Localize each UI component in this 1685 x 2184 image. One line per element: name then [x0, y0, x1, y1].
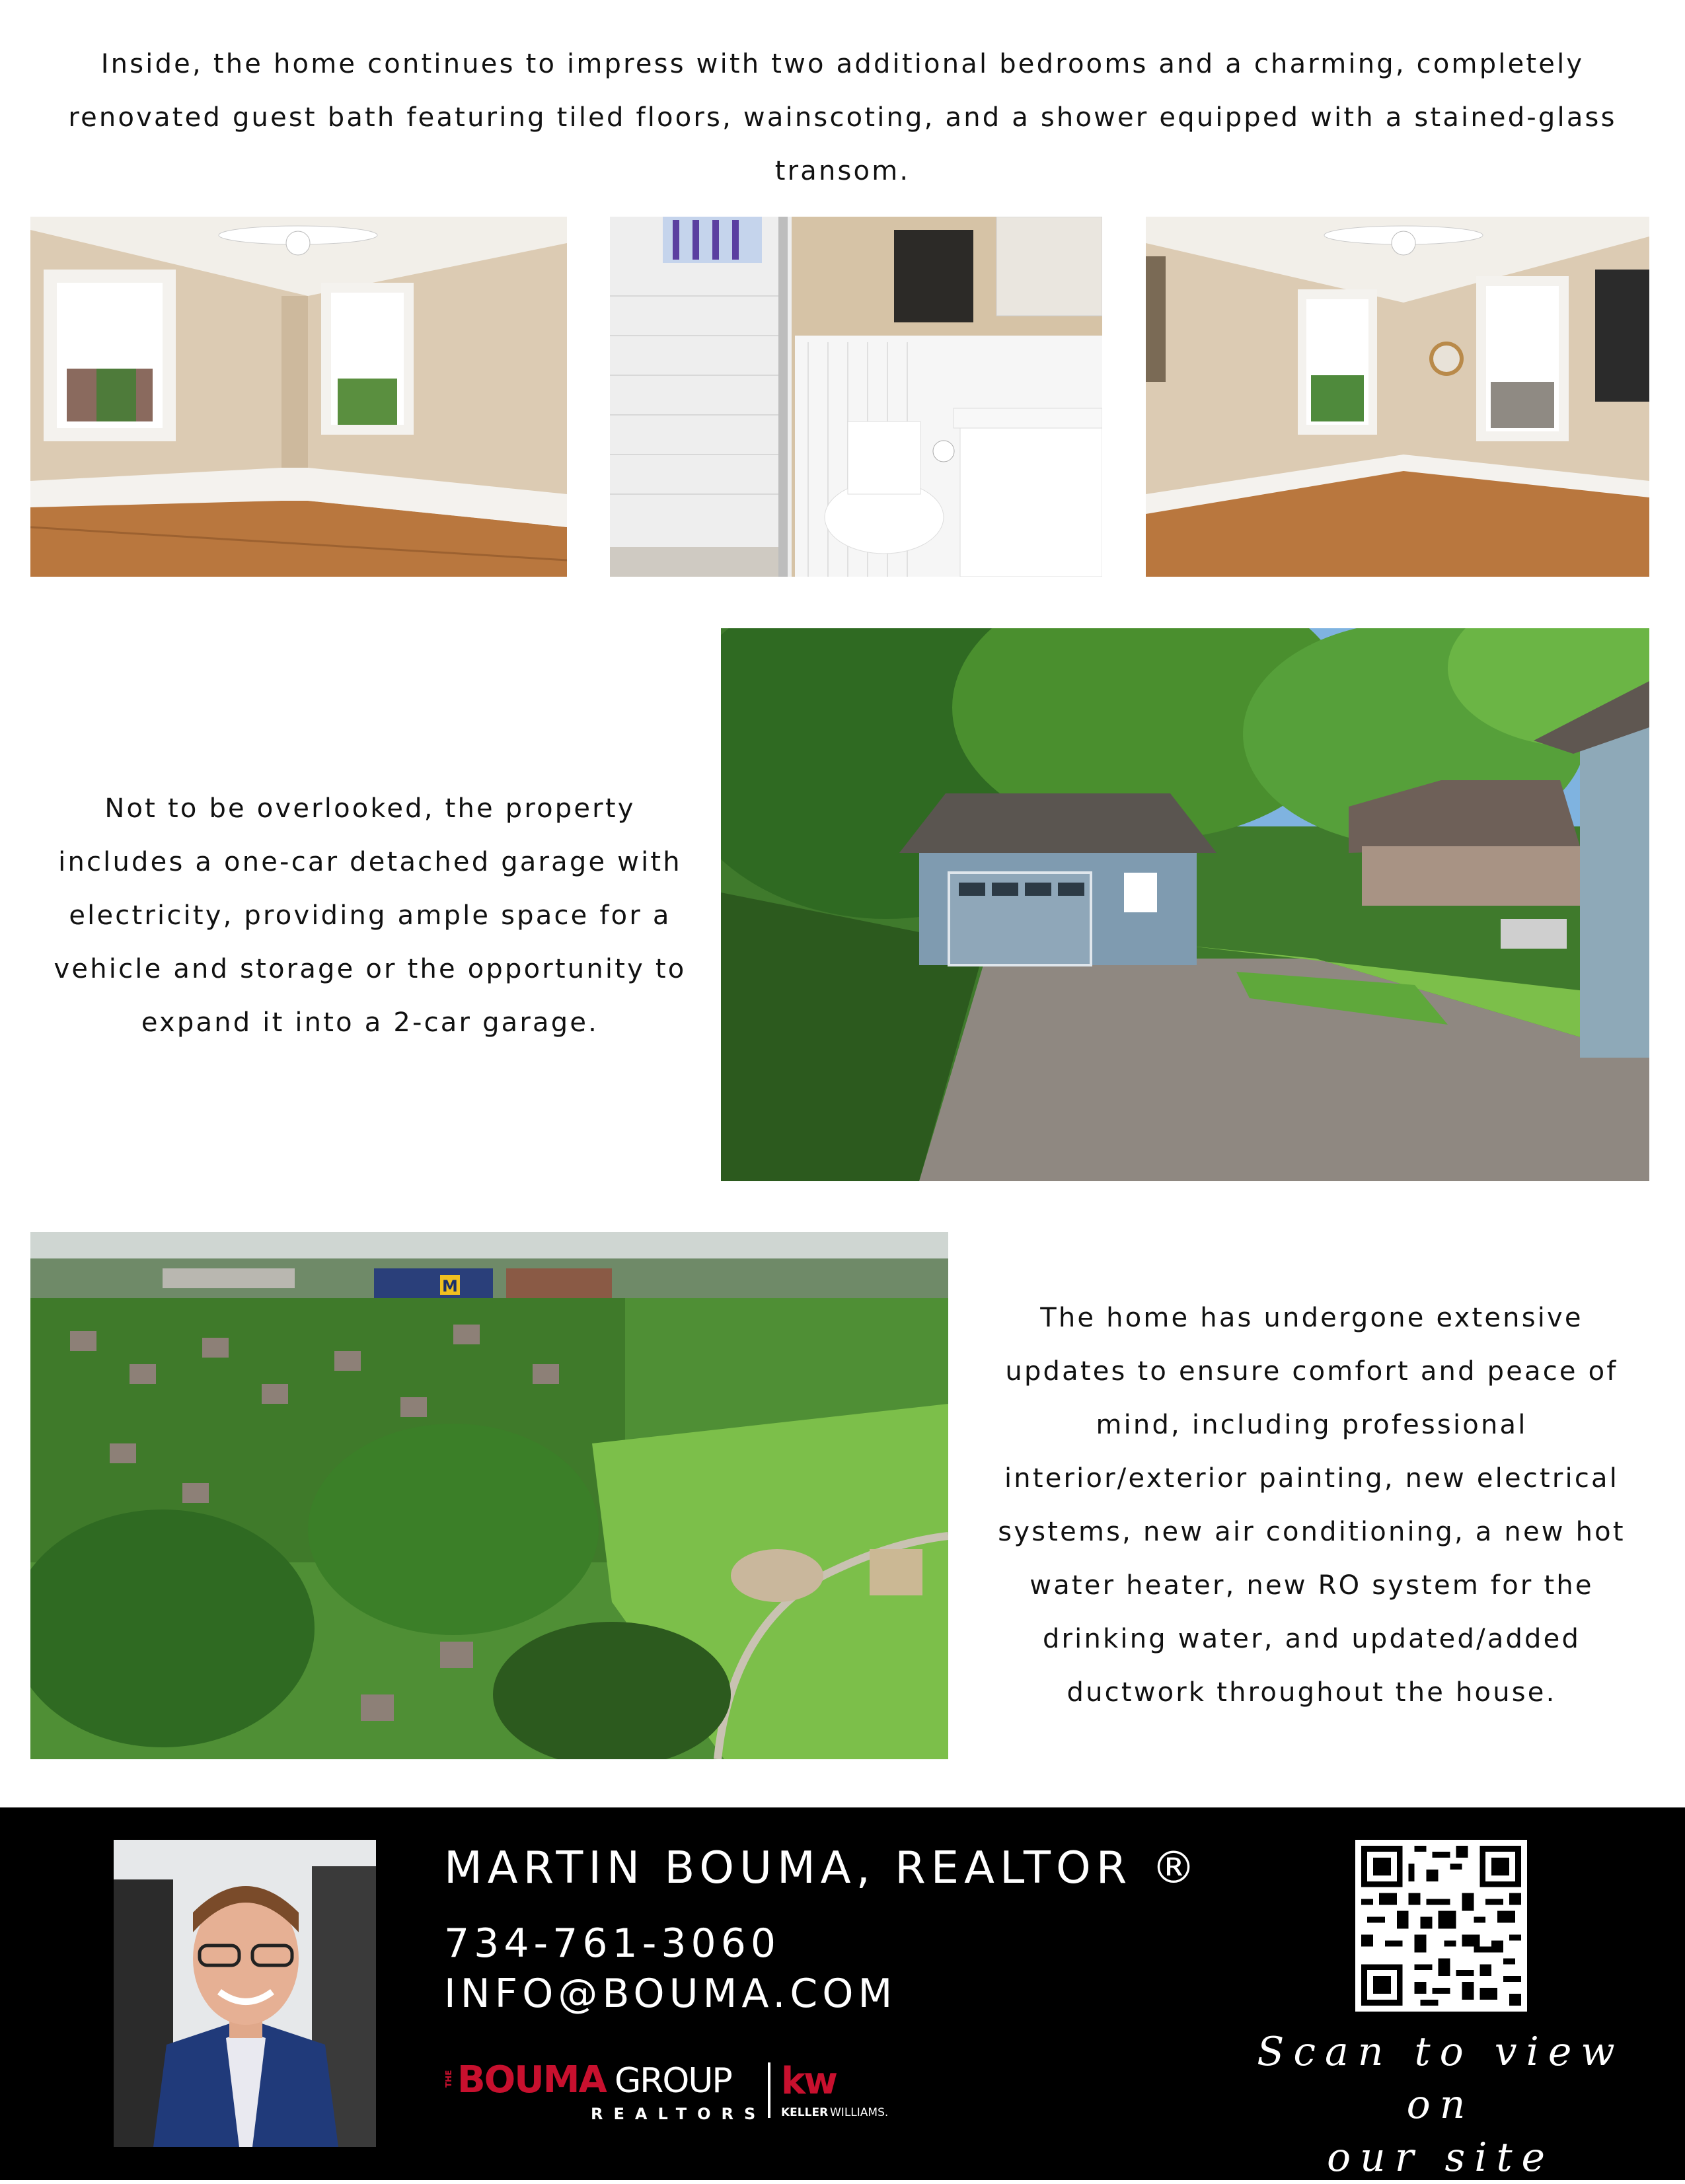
aerial-photo	[30, 1232, 948, 1759]
stadium-sign: M	[442, 1277, 458, 1295]
agent-phone[interactable]: 734-761-3060	[444, 1920, 781, 1967]
logo-williams: WILLIAMS.	[830, 2106, 889, 2119]
bedroom-photo-2	[1146, 217, 1649, 577]
scan-caption-line1: Scan to view on	[1257, 2029, 1624, 2128]
updates-paragraph: The home has undergone extensive updates to ensure comfort and peace of mind, including professional interior/exterior painting, new electrical systems, new air conditioning, a new hot water heater, new RO system for the drinking water, and updated/added ductwork throughout the house.	[998, 1303, 1626, 1708]
qr-code[interactable]	[1355, 1840, 1527, 2012]
logo-divider	[768, 2062, 770, 2118]
logo-the: THE	[444, 2070, 453, 2088]
logo-bouma: BOUMA	[457, 2058, 606, 2101]
bouma-group-logo	[444, 2058, 920, 2125]
scan-caption-line2: our site	[1326, 2134, 1555, 2181]
logo-realtors: REALTORS	[591, 2105, 767, 2123]
agent-portrait	[114, 1840, 376, 2147]
agent-name: MARTIN BOUMA, REALTOR ®	[444, 1842, 1201, 1893]
intro-paragraph: Inside, the home continues to impress with two additional bedrooms and a charming, completely renovated guest bath featuring tiled floors, wainscoting, and a shower equipped with a stained-glass transom.	[68, 49, 1617, 186]
scan-caption	[1216, 2025, 1665, 2184]
bedroom-photo-1	[30, 217, 567, 577]
logo-keller: KELLER	[781, 2106, 829, 2119]
kw-logo: kw	[781, 2060, 836, 2103]
bathroom-photo	[610, 217, 1102, 577]
agent-footer	[0, 1807, 1685, 2180]
agent-email[interactable]: INFO@BOUMA.COM	[444, 1971, 897, 2017]
garage-paragraph: Not to be overlooked, the property includes a one-car detached garage with electricity, providing ample space for a vehicle and storage or the opportunity to expand it into a 2-car garage.	[54, 793, 687, 1038]
logo-group: GROUP	[615, 2061, 731, 2101]
garage-photo	[721, 628, 1649, 1181]
